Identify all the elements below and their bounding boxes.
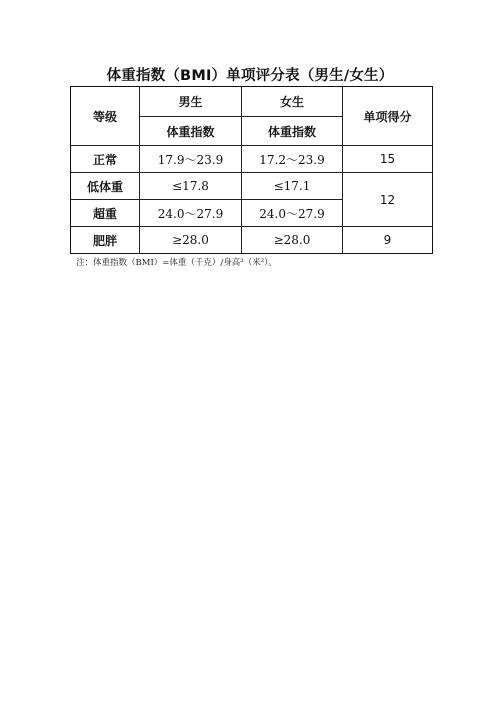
row-level: 正常 <box>71 146 140 173</box>
table-row <box>71 227 433 254</box>
row-male-range: 17.9～23.9 <box>140 146 242 173</box>
row-level: 超重 <box>71 200 140 227</box>
header-score: 单项得分 <box>343 87 433 146</box>
row-score: 15 <box>343 146 433 173</box>
row-male-range: ≤17.8 <box>140 173 242 200</box>
header-male-sub: 体重指数 <box>140 117 242 146</box>
header-level: 等级 <box>71 87 140 146</box>
bmi-score-table <box>70 86 433 254</box>
row-female-range: ≥28.0 <box>242 227 343 254</box>
header-female: 女生 <box>242 87 343 117</box>
row-score: 9 <box>343 227 433 254</box>
table-row <box>71 146 433 173</box>
row-female-range: 24.0～27.9 <box>242 200 343 227</box>
row-score: 12 <box>343 173 433 227</box>
table-note: 注：体重指数（BMI）=体重（千克）/身高²（米²）。 <box>76 258 277 268</box>
page-title: 体重指数（BMI）单项评分表（男生/女生） <box>106 68 394 84</box>
row-male-range: 24.0～27.9 <box>140 200 242 227</box>
row-male-range: ≥28.0 <box>140 227 242 254</box>
row-female-range: 17.2～23.9 <box>242 146 343 173</box>
row-level: 肥胖 <box>71 227 140 254</box>
row-female-range: ≤17.1 <box>242 173 343 200</box>
header-female-sub: 体重指数 <box>242 117 343 146</box>
header-male: 男生 <box>140 87 242 117</box>
row-level: 低体重 <box>71 173 140 200</box>
table-row <box>71 173 433 200</box>
